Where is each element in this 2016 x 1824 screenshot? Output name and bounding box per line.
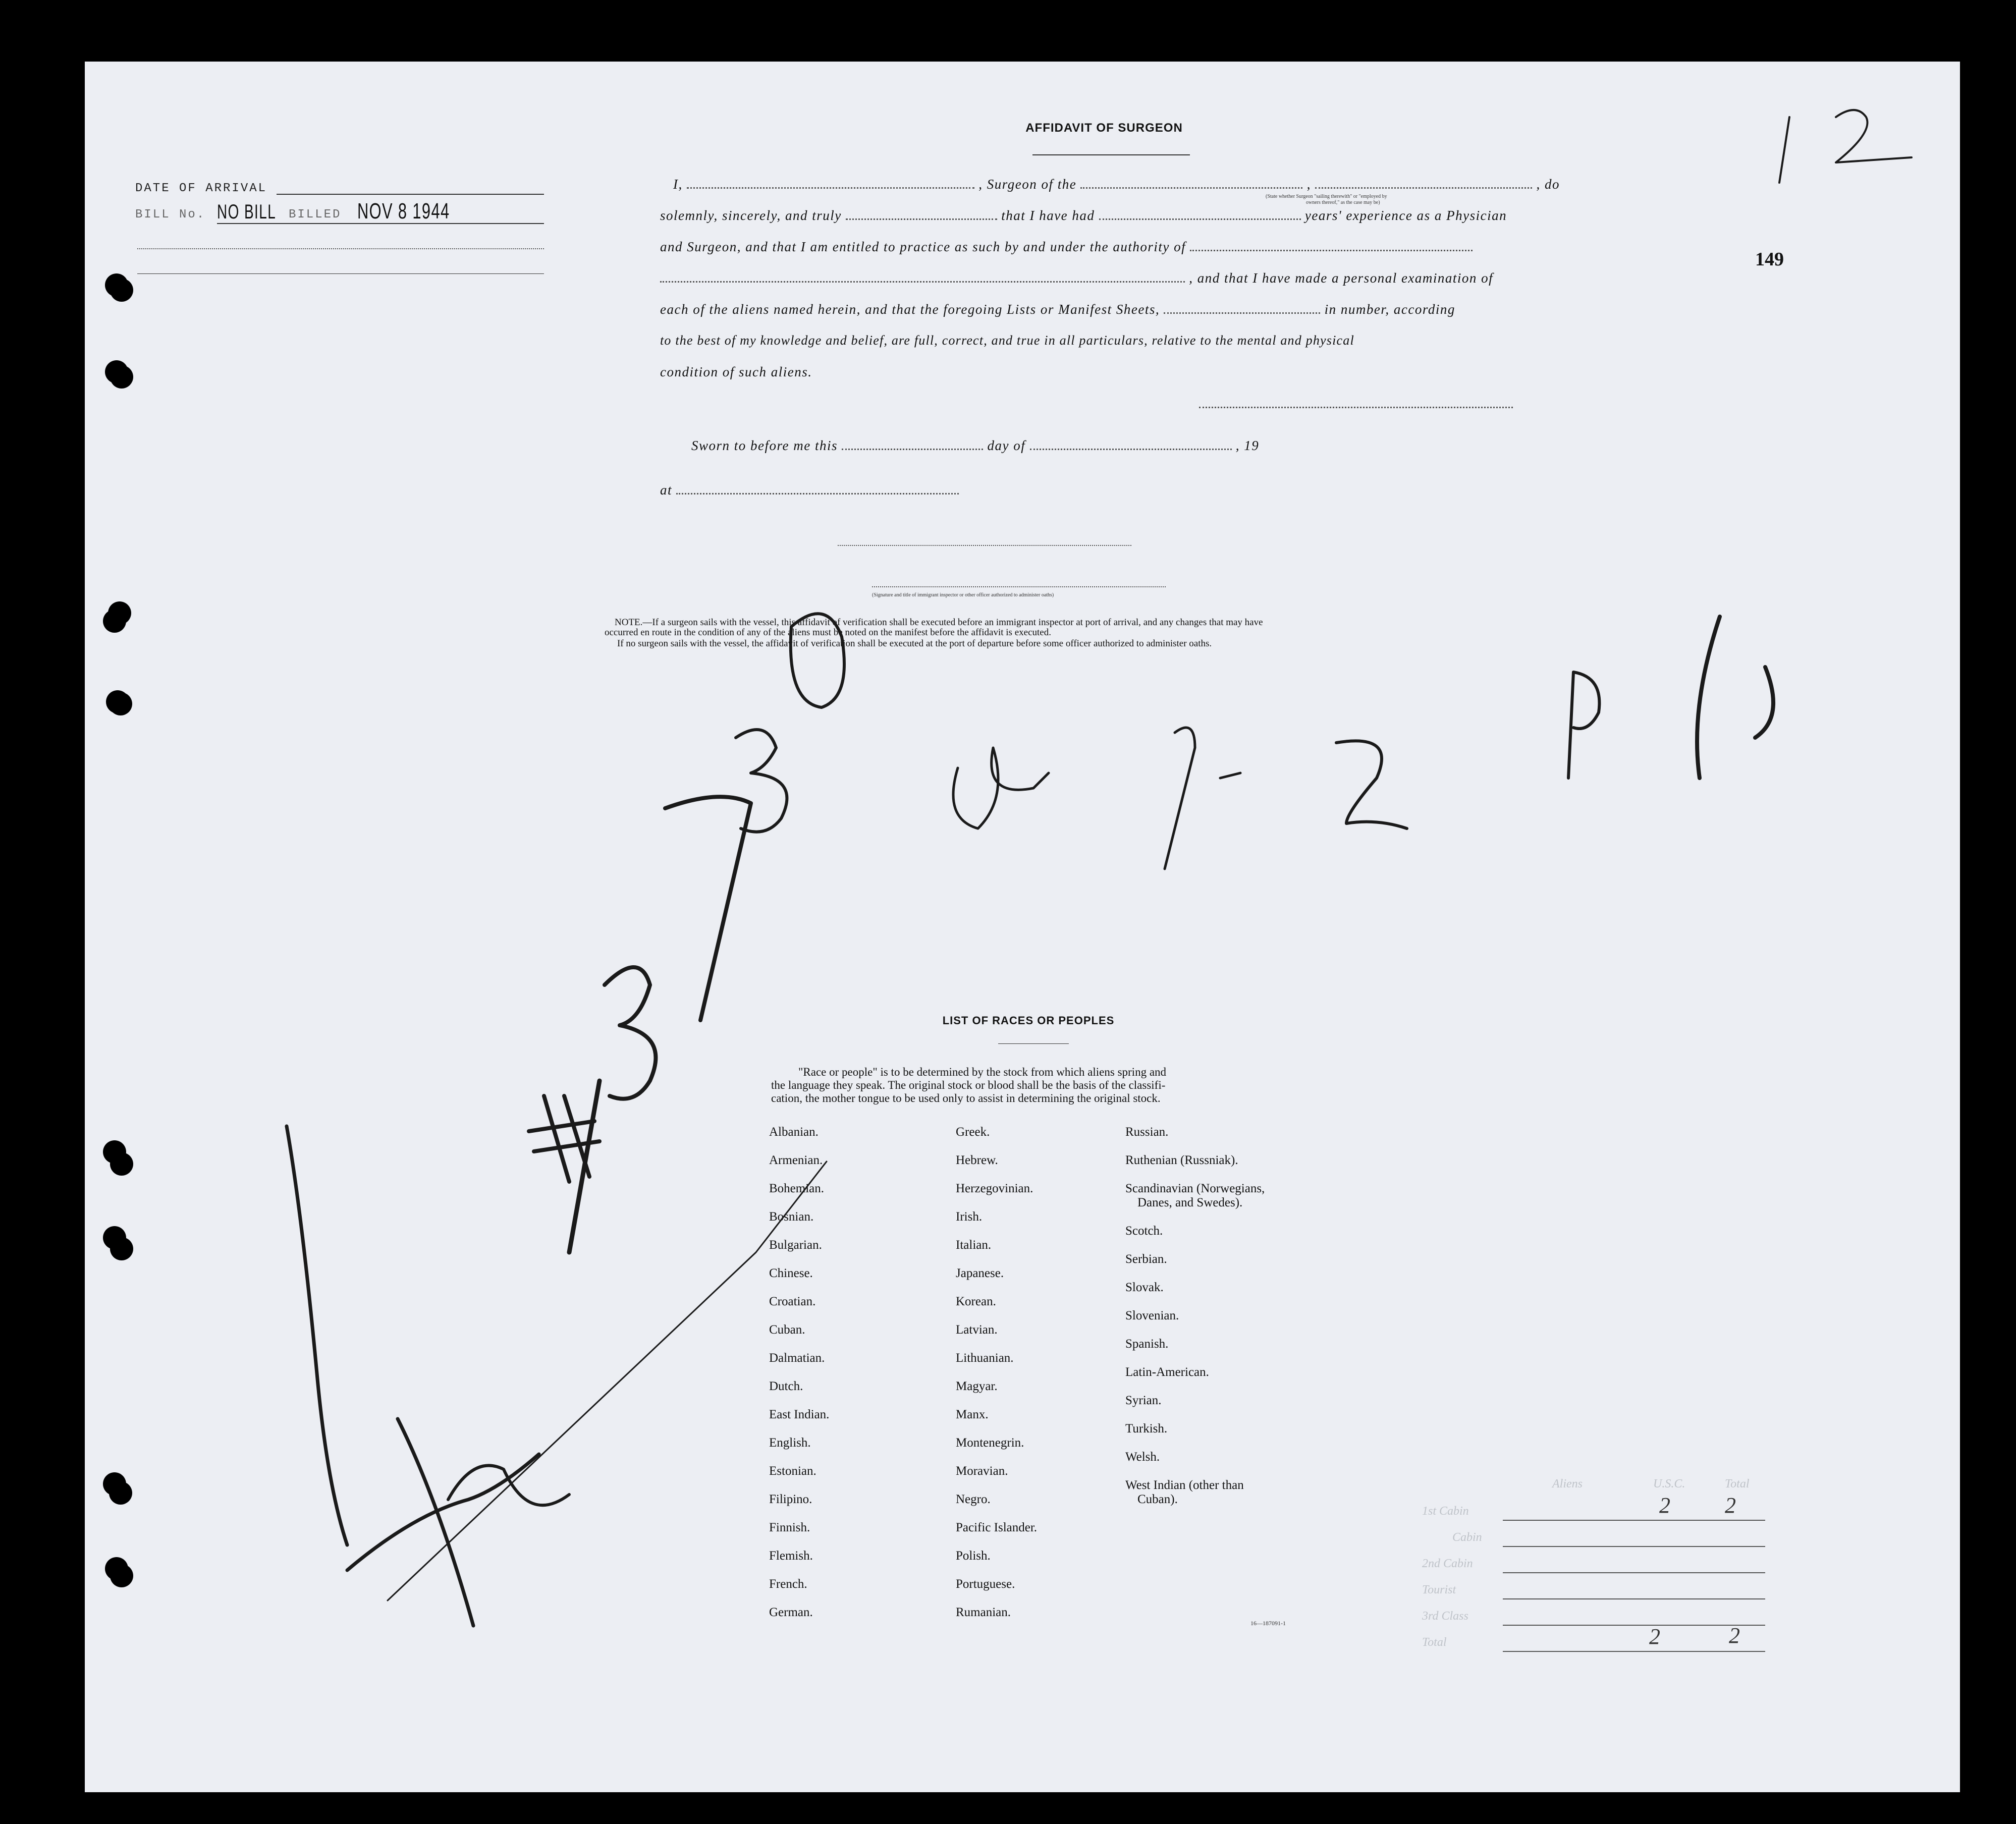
state-note-2: owners thereof," as the case may be) <box>1306 200 1380 205</box>
race-item: Turkish. <box>1125 1422 1168 1435</box>
binder-hole <box>103 273 139 302</box>
race-item: English. <box>769 1436 811 1450</box>
page-title: AFFIDAVIT OF SURGEON <box>1025 121 1183 135</box>
signature-stroke <box>287 1126 539 1626</box>
side-digit-three <box>736 730 787 832</box>
bill-value-stamp: NO BILL <box>217 201 277 223</box>
tally-row-label: 2nd Cabin <box>1422 1557 1473 1570</box>
affidavit-text: years' experience as a Physician <box>1304 208 1507 223</box>
bill-label: BILL No. <box>135 208 206 222</box>
billed-date-stamp: NOV 8 1944 <box>357 199 450 224</box>
race-item: Dalmatian. <box>769 1351 825 1365</box>
race-item: Scotch. <box>1125 1224 1163 1238</box>
digit-three <box>605 967 656 1099</box>
tally-header-total: Total <box>1725 1477 1750 1490</box>
race-item: Moravian. <box>956 1464 1008 1478</box>
race-item: Serbian. <box>1125 1252 1167 1266</box>
two-stroke <box>1336 741 1407 828</box>
tally-row-label: Cabin <box>1452 1531 1482 1544</box>
binder-hole <box>103 690 139 718</box>
billed-label: BILLED <box>289 208 342 222</box>
race-item: German. <box>769 1606 813 1619</box>
handwriting-overlay <box>85 62 1960 1792</box>
tally-total-total: 2 <box>1729 1623 1740 1648</box>
corner-mark-two <box>1836 110 1912 162</box>
affidavit-text: , do <box>1536 177 1560 192</box>
nine-stroke <box>1165 728 1195 869</box>
race-item: Scandinavian (Norwegians, <box>1125 1182 1265 1195</box>
tally-row-label: Tourist <box>1422 1583 1456 1596</box>
race-item: Welsh. <box>1125 1450 1160 1464</box>
dash-stroke <box>1220 773 1240 778</box>
digit-one <box>569 1081 600 1252</box>
form-number: 16—187091-1 <box>1250 1620 1286 1627</box>
tally-row-label: 3rd Class <box>1422 1610 1468 1623</box>
binder-hole <box>103 360 139 389</box>
race-item: Estonian. <box>769 1464 816 1478</box>
race-item: French. <box>769 1577 807 1591</box>
race-item: Portuguese. <box>956 1577 1015 1591</box>
race-item: Flemish. <box>769 1549 813 1563</box>
note-line-2: occurred en route in the condition of any of the aliens must be noted on the manifest before the affidavit is executed. <box>605 627 1051 638</box>
affidavit-text: , 19 <box>1235 438 1260 453</box>
binder-hole <box>103 1557 139 1585</box>
race-item: Irish. <box>956 1210 983 1224</box>
race-item: Bosnian. <box>769 1210 814 1224</box>
race-item: Italian. <box>956 1238 992 1252</box>
aug-stroke <box>953 748 1049 828</box>
race-item: Montenegrin. <box>956 1436 1024 1450</box>
race-item: Bohemian. <box>769 1182 825 1195</box>
digit-seven <box>665 797 751 1020</box>
affidavit-text: , and that I have made a personal examination of <box>1189 270 1494 286</box>
binder-hole <box>103 1472 139 1501</box>
tally-row-label: 1st Cabin <box>1422 1505 1469 1518</box>
race-item: Latin-American. <box>1125 1365 1209 1379</box>
affidavit-text: each of the aliens named herein, and that the foregoing Lists or Manifest Sheets, <box>660 302 1160 317</box>
affidavit-text: condition of such aliens. <box>660 364 812 379</box>
p-stroke <box>1568 672 1599 778</box>
binder-hole <box>103 1140 139 1169</box>
race-item: Lithuanian. <box>956 1351 1014 1365</box>
tally-first-usc: 2 <box>1659 1493 1670 1518</box>
race-item: Pacific Islander. <box>956 1521 1038 1534</box>
tally-header-usc: U.S.C. <box>1653 1477 1685 1490</box>
tally-header-aliens: Aliens <box>1552 1477 1583 1490</box>
race-item: Negro. <box>956 1493 991 1506</box>
signature-tail <box>388 1162 830 1600</box>
race-item: Polish. <box>956 1549 991 1563</box>
race-item: Herzegovinian. <box>956 1182 1033 1195</box>
race-item: Dutch. <box>769 1379 803 1393</box>
affidavit-text: , Surgeon of the <box>978 177 1077 192</box>
manifest-page <box>85 62 1960 1792</box>
race-item: Bulgarian. <box>769 1238 822 1252</box>
race-item: Magyar. <box>956 1379 998 1393</box>
binder-hole <box>103 1226 139 1254</box>
affidavit-text: at <box>660 482 673 498</box>
races-title: LIST OF RACES OR PEOPLES <box>942 1014 1115 1027</box>
race-item: Korean. <box>956 1295 996 1308</box>
race-item: West Indian (other than <box>1125 1478 1244 1492</box>
affidavit-text: that I have had <box>1001 208 1095 223</box>
state-note-1: (State whether Surgeon "sailing therewith" or "employed by <box>1266 194 1387 199</box>
race-item: Latvian. <box>956 1323 998 1337</box>
tally-total-usc: 2 <box>1649 1624 1660 1649</box>
affidavit-text: in number, according <box>1324 302 1455 317</box>
race-item: East Indian. <box>769 1408 830 1421</box>
affidavit-text: solemnly, sincerely, and truly <box>660 208 842 223</box>
m-stroke <box>1697 617 1773 778</box>
race-item: Slovenian. <box>1125 1309 1179 1322</box>
race-item: Syrian. <box>1125 1394 1162 1407</box>
binder-hole <box>103 601 139 630</box>
race-item: Manx. <box>956 1408 989 1421</box>
page-number: 149 <box>1755 249 1784 270</box>
race-item: Spanish. <box>1125 1337 1169 1351</box>
tally-first-total: 2 <box>1725 1493 1736 1518</box>
race-item: Greek. <box>956 1125 990 1139</box>
tally-row-label: Total <box>1422 1636 1447 1649</box>
side-digit-zero <box>791 614 844 707</box>
affidavit-text: I, <box>673 177 683 192</box>
signature-caption: (Signature and title of immigrant inspector or other officer authorized to administer oaths) <box>872 592 1054 598</box>
race-item: Chinese. <box>769 1266 813 1280</box>
race-item: Slovak. <box>1125 1281 1164 1294</box>
race-item: Cuban). <box>1137 1493 1178 1506</box>
race-item: Hebrew. <box>956 1153 998 1167</box>
races-intro-3: cation, the mother tongue to be used only to assist in determining the original stock. <box>771 1092 1161 1104</box>
date-of-arrival-label: DATE OF ARRIVAL <box>135 182 267 195</box>
races-intro-1: "Race or people" is to be determined by the stock from which aliens spring and <box>798 1066 1167 1078</box>
race-item: Filipino. <box>769 1493 812 1506</box>
races-intro-2: the language they speak. The original stock or blood shall be the basis of the classifi- <box>771 1079 1166 1091</box>
race-item: Ruthenian (Russniak). <box>1125 1153 1238 1167</box>
note-line-1: NOTE.—If a surgeon sails with the vessel, this affidavit of verification shall be executed before an immigrant inspector at port of arrival, and any changes that may have <box>615 617 1263 628</box>
race-item: Rumanian. <box>956 1606 1011 1619</box>
race-item: Japanese. <box>956 1266 1004 1280</box>
affidavit-line-1: I, , Surgeon of the , , do <box>673 177 1560 192</box>
affidavit-text: to the best of my knowledge and belief, are full, correct, and true in all particulars, relative to the mental and physical <box>660 333 1354 348</box>
note-line-3: If no surgeon sails with the vessel, the affidavit of verification shall be executed at the port of departure before some officer authorized to administer oaths. <box>617 638 1212 649</box>
race-item: Cuban. <box>769 1323 805 1337</box>
affidavit-text: and Surgeon, and that I am entitled to practice as such by and under the authority of <box>660 239 1186 254</box>
affidavit-text: day of <box>987 438 1026 453</box>
race-item: Albanian. <box>769 1125 819 1139</box>
corner-mark-one <box>1779 117 1789 183</box>
race-item: Armenian. <box>769 1153 823 1167</box>
affidavit-text: Sworn to before me this <box>691 438 838 453</box>
race-item: Danes, and Swedes). <box>1137 1196 1243 1209</box>
race-item: Russian. <box>1125 1125 1169 1139</box>
race-item: Croatian. <box>769 1295 816 1308</box>
race-item: Finnish. <box>769 1521 810 1534</box>
